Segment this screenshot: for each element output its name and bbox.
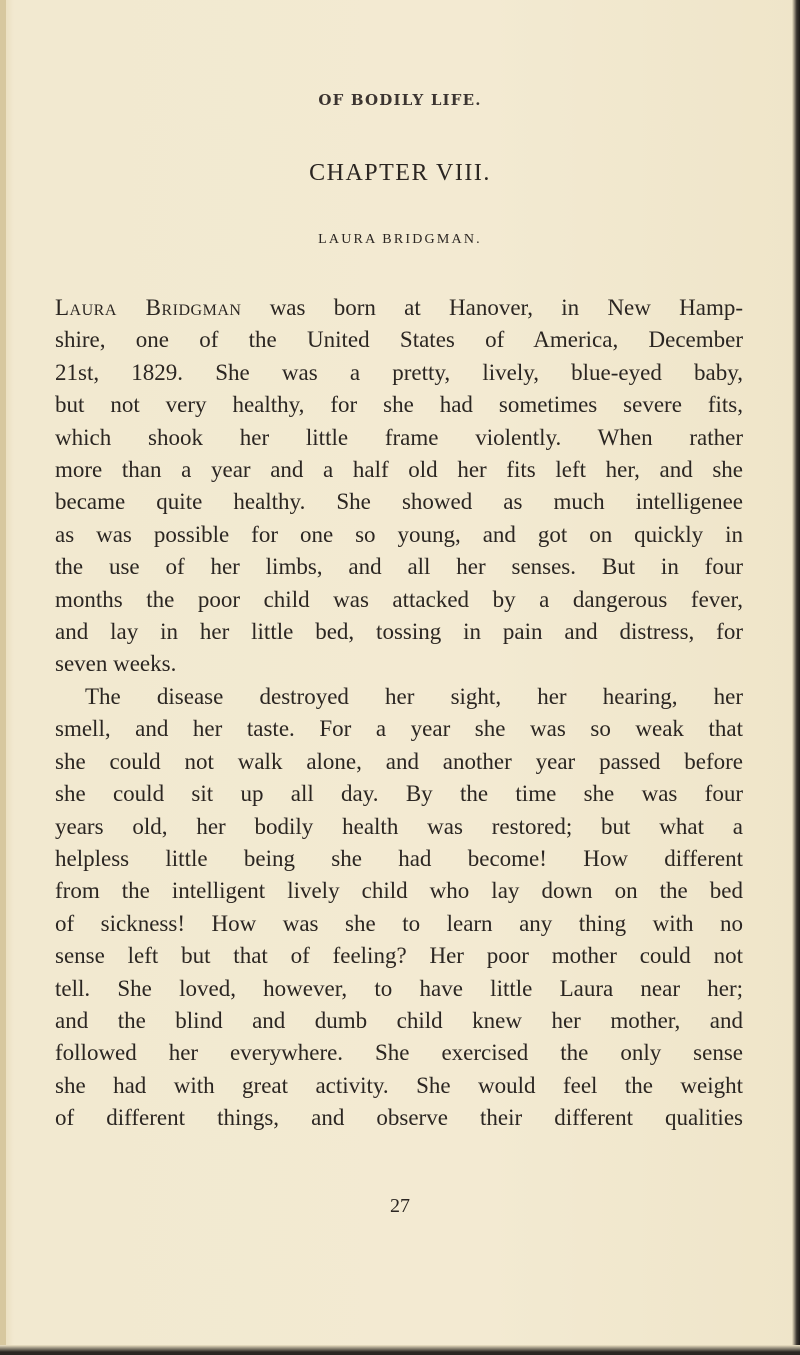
page-left-edge — [0, 0, 6, 1355]
text-line: from the intelligent lively child who lay down on the bed — [55, 878, 743, 904]
page-right-edge — [792, 0, 800, 1355]
text-line: followed her everywhere. She exercised the only sense — [55, 1040, 743, 1066]
text-line: years old, her bodily health was restored; but what a — [55, 813, 743, 839]
text-line: helpless little being she had become! How different — [55, 845, 743, 871]
text-line: which shook her little frame violently. When rather — [55, 424, 743, 450]
text-line: as was possible for one so young, and got on quickly in — [55, 521, 743, 547]
text-line: but not very healthy, for she had sometimes severe fits, — [55, 392, 743, 418]
text-line: Laura Bridgman was born at Hanover, in New Hamp- — [55, 295, 743, 320]
text-line: she could not walk alone, and another year passed before — [55, 748, 743, 774]
chapter-title: CHAPTER VIII. — [309, 160, 491, 186]
chapter-subtitle: LAURA BRIDGMAN. — [318, 232, 482, 247]
text-line: more than a year and a half old her fits left her, and she — [55, 457, 743, 483]
text-line: The disease destroyed her sight, her hearing, her — [85, 683, 743, 709]
text-line: smell, and her taste. For a year she was so weak that — [55, 716, 743, 742]
text-line: became quite healthy. She showed as much intelligenee — [55, 489, 743, 515]
page-number: 27 — [390, 1195, 410, 1217]
text-line: tell. She loved, however, to have little Laura near her; — [55, 975, 743, 1001]
text-line: she had with great activity. She would feel the weight — [55, 1072, 743, 1098]
text-line: 21st, 1829. She was a pretty, lively, blue-eyed baby, — [55, 359, 743, 385]
text-line: of sickness! How was she to learn any thing with no — [55, 910, 743, 936]
lead-in-name: Laura Bridgman — [55, 295, 242, 320]
text-line: and lay in her little bed, tossing in pain and distress, for — [55, 619, 743, 645]
text-line: months the poor child was attacked by a dangerous fever, — [55, 586, 743, 612]
text-line: and the blind and dumb child knew her mother, and — [55, 1007, 743, 1033]
text-line: of different things, and observe their different qualities — [55, 1105, 743, 1131]
page-bottom-edge — [0, 1345, 800, 1355]
text-line: shire, one of the United States of America, December — [55, 327, 743, 353]
body-text — [55, 292, 743, 1135]
text-line: she could sit up all day. By the time she was four — [55, 781, 743, 807]
text-line: the use of her limbs, and all her senses. But in four — [55, 554, 743, 580]
text-line: sense left but that of feeling? Her poor mother could not — [55, 943, 743, 969]
text-line: seven weeks. — [55, 651, 177, 677]
running-head: OF BODILY LIFE. — [318, 91, 482, 109]
